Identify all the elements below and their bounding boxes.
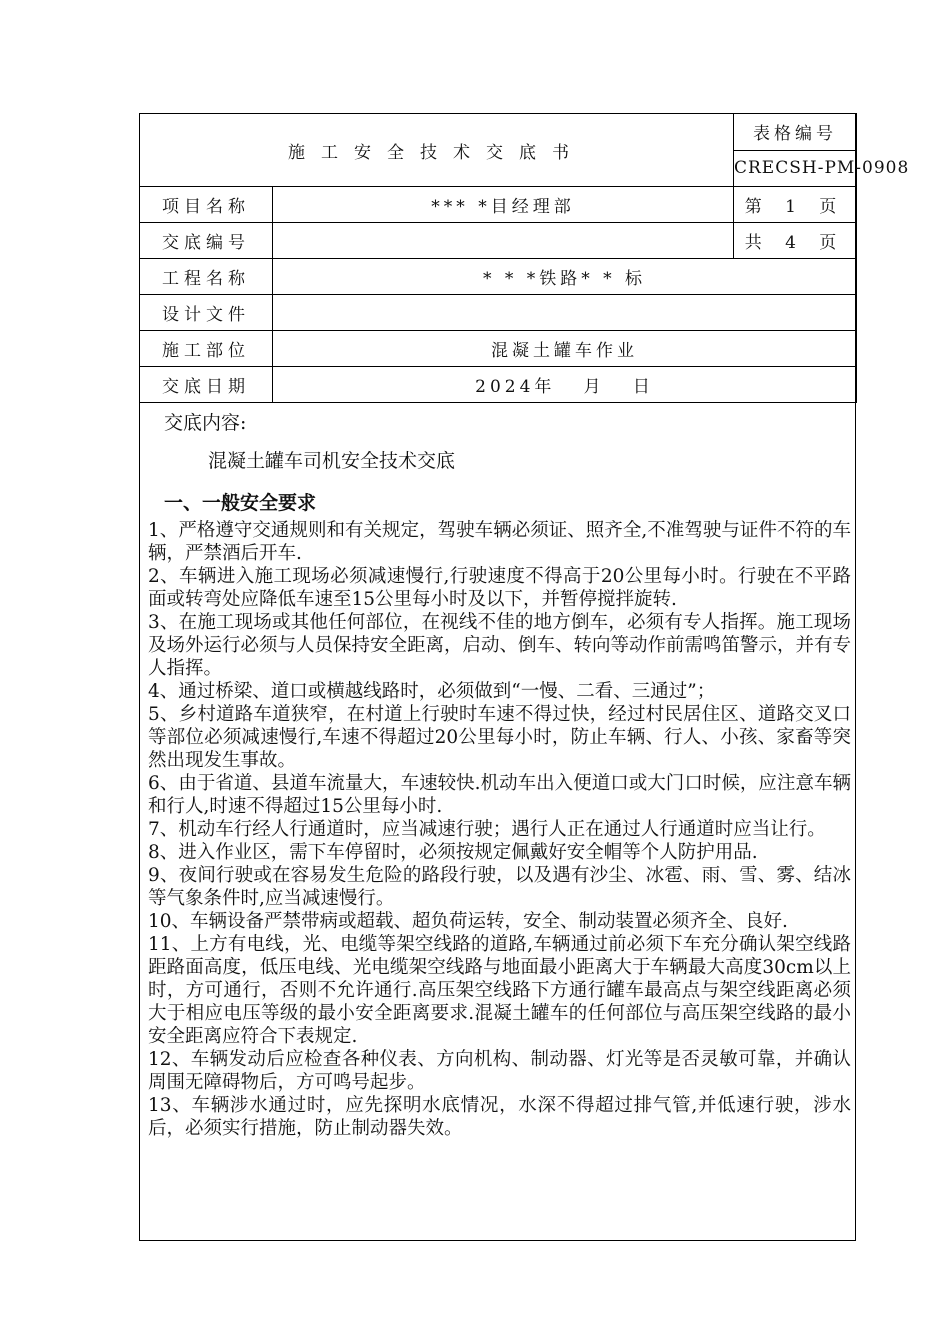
document-title: 施工安全技术交底书 bbox=[140, 114, 734, 187]
briefing-code-label: 交底编号 bbox=[140, 223, 273, 259]
list-item: 11、上方有电线，光、电缆等架空线路的道路,车辆通过前必须下车充分确认架空线路距路面高度，低压电线、光电缆架空线路与地面最小距离大于车辆最大高度30cm以上时，方可通行，否则不允许通行.高压架空线路下方通行罐车最高点与架空线距离必须大于相应电压等级的最小安全距离要求.混凝土罐车的任何部位与高压架空线路的最小安全距离应符合下表规定. bbox=[148, 934, 851, 1047]
list-item: 1、严格遵守交通规则和有关规定，驾驶车辆必须证、照齐全,不准驾驶与证件不符的车辆，严禁酒后开车. bbox=[148, 520, 851, 564]
list-item: 3、在施工现场或其他任何部位，在视线不佳的地方倒车，必须有专人指挥。施工现场及场外运行必须与人员保持安全距离，启动、倒车、转向等动作前需鸣笛警示，并有专人指挥。 bbox=[148, 612, 852, 679]
work-name-value: * * *铁路* * 标 bbox=[273, 259, 857, 295]
list-item: 9、夜间行驶或在容易发生危险的路段行驶，以及遇有沙尘、冰雹、雨、雪、雾、结冰等气象条件时,应当减速慢行。 bbox=[148, 865, 851, 909]
construction-position-value: 混凝土罐车作业 bbox=[273, 331, 857, 367]
list-item: 13、车辆涉水通过时，应先探明水底情况，水深不得超过排气管,并低速行驶，涉水后，必须实行措施，防止制动器失效。 bbox=[148, 1095, 851, 1139]
content-subtitle: 混凝土罐车司机安全技术交底 bbox=[208, 450, 456, 472]
work-name-label: 工程名称 bbox=[140, 259, 273, 295]
form-number: CRECSH-PM-0908 bbox=[734, 150, 857, 187]
list-item: 5、乡村道路车道狭窄，在村道上行驶时车速不得过快，经过村民居住区、道路交叉口等部位必须减速慢行,车速不得超过20公里每小时，防止车辆、行人、小孩、家畜等突然出现发生事故。 bbox=[148, 704, 851, 771]
design-file-value bbox=[273, 295, 857, 331]
briefing-date-label: 交底日期 bbox=[140, 367, 273, 403]
design-file-label: 设计文件 bbox=[140, 295, 273, 331]
project-name-label: 项目名称 bbox=[140, 187, 273, 223]
list-item: 7、机动车行经人行通道时，应当减速行驶；遇行人正在通过人行通道时应当让行。 bbox=[148, 819, 826, 840]
list-item: 8、进入作业区，需下车停留时，必须按规定佩戴好安全帽等个人防护用品. bbox=[148, 842, 758, 863]
briefing-code-value bbox=[273, 223, 734, 259]
list-item: 4、通过桥梁、道口或横越线路时，必须做到“一慢、二看、三通过”； bbox=[148, 681, 716, 702]
header-table bbox=[139, 113, 910, 403]
safety-briefing-form bbox=[139, 113, 910, 1241]
list-item: 12、车辆发动后应检查各种仪表、方向机构、制动器、灯光等是否灵敏可靠，并确认周围无障碍物后，方可鸣号起步。 bbox=[148, 1049, 851, 1093]
list-item: 10、车辆设备严禁带病或超载、超负荷运转，安全、制动装置必须齐全、良好. bbox=[148, 911, 788, 932]
form-number-label: 表格编号 bbox=[734, 114, 857, 151]
construction-position-label: 施工部位 bbox=[140, 331, 273, 367]
page-current: 第 1 页 bbox=[734, 187, 857, 223]
page-total: 共 4 页 bbox=[734, 223, 857, 259]
project-name-value: *** *目经理部 bbox=[273, 187, 734, 223]
list-item: 6、由于省道、县道车流量大，车速较快.机动车出入便道口或大门口时候，应注意车辆和行人,时速不得超过15公里每小时. bbox=[148, 773, 851, 817]
section-heading: 一、一般安全要求 bbox=[164, 492, 317, 514]
content-label: 交底内容: bbox=[164, 412, 247, 434]
requirement-list bbox=[148, 519, 851, 1140]
list-item: 2、车辆进入施工现场必须减速慢行,行驶速度不得高于20公里每小时。行驶在不平路面或转弯处应降低车速至15公里每小时及以下，并暂停搅拌旋转. bbox=[148, 566, 851, 610]
briefing-date-value: 2024年 月 日 bbox=[273, 367, 857, 403]
